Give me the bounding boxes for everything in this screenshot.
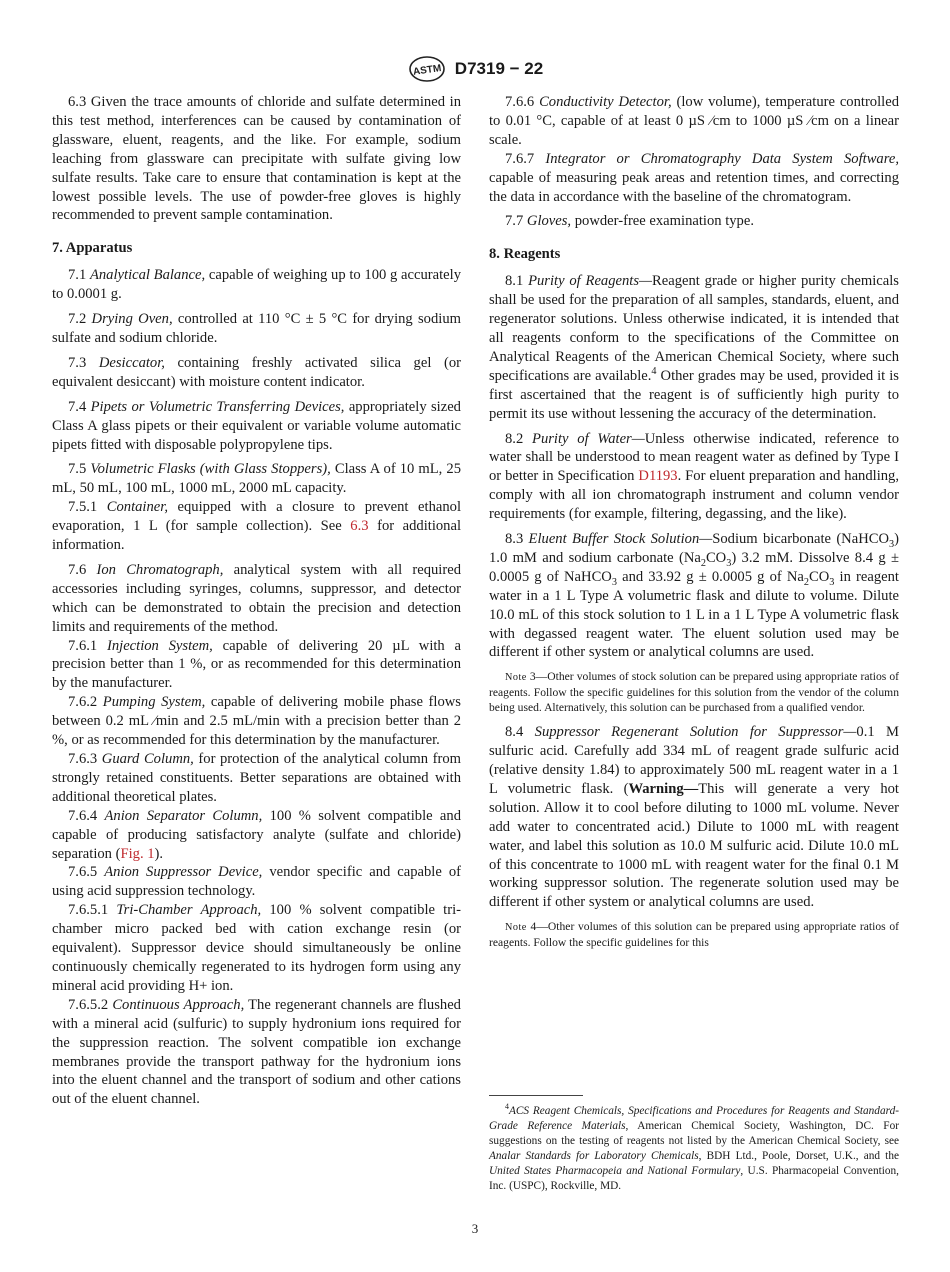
- section-8-3: 8.3 Eluent Buffer Stock Solution—Sodium bicarbonate (NaHCO$_3$) 1.0 mM and sodium carbonate $(Na_2CO_3)$ 3.2 mM. Dissolve 8.4 g ± 0.0005 g of NaHCO$_3$ and 33.92 g ± 0.0005 g of $Na_2CO_3$ in reagent water in a 1 L Type A volumetric flask and dilute to volume. Dilute 10.0 mL of this stock solution to 1 L in a 1 L Type A volumetric flask with degassed reagent water. The eluent solution used may be different if other system or analytical columns are used.: [489, 531, 899, 661]
- section-7-6-6: 7.6.6 Conductivity Detector, (low volume), temperature controlled to 0.01 °C, capable of at least 0 µS ⁄cm to 1000 µS ⁄cm on a linear scale.: [489, 94, 899, 148]
- footnote-divider: [489, 1095, 583, 1096]
- document-id: D7319 − 22: [454, 59, 544, 78]
- page-header: [0, 56, 950, 82]
- footnote-ref-4[interactable]: 4: [651, 365, 657, 377]
- section-7-6-5-2: 7.6.5.2 Continuous Approach, The regenerant channels are flushed with a mineral acid (sulfuric) to supply hydronium ions required for the suppression reaction. The solvent compatible ion exchange membranes provide the transport pathway for the hydronium ions into the eluent channel and the transport of sodium and other cations out of the eluent channel.: [52, 996, 461, 1108]
- footnote-4: $^4$ACS Reagent Chemicals, Specifications and Procedures for Reagents and Standard-Grade Reference Materials, American Chemical Society, Washington, DC. For suggestions on the testing of reagents not listed by the American Chemical Society, see Analar Standards for Laboratory Chemicals, BDH Ltd., Poole, Dorset, U.K., and the United States Pharmacopeia and National Formulary, U.S. Pharmacopeial Convention, Inc. (USPC), Rockville, MD.: [489, 1102, 899, 1193]
- section-6-3: 6.3 Given the trace amounts of chloride and sulfate determined in this test method, interferences can be caused by contamination of glassware, eluent, reagents, and the like. For example, sodium leaching from glassware can precipitate with sulfate giving low sulfate results. Take care to ensure that contamination is kept at the lowest possible levels. The use of powder-free gloves is highly recommended to prevent sample contamination.: [52, 94, 461, 224]
- page-number: 3: [471, 1221, 479, 1236]
- section-7-5: 7.5 Volumetric Flasks (with Glass Stoppers), Class A of 10 mL, 25 mL, 50 mL, 100 mL, 1000 mL, 2000 mL capacity.: [52, 461, 461, 497]
- section-8-4: 8.4 Suppressor Regenerant Solution for Suppressor—0.1 M sulfuric acid. Carefully add 334 mL of reagent grade sulfuric acid (relative density 1.84) to approximately 500 mL reagent water in a 1 L volumetric flask. (Warning—This will generate a very hot solution. Allow it to cool before diluting to 1000 mL volume. Never add water to concentrated acid.) Dilute to 1000 mL with reagent water, and label this solution as 10.0 M sulfuric acid. Dilute 10.0 mL of this concentrate to 1000 mL with reagent water for the final 0.1 M working suppressor solution. The regenerate solution used may be different if other system or analytical columns are used.: [489, 724, 899, 911]
- note-3: Note 3—Other volumes of stock solution can be prepared using appropriate ratios of reagents. Follow the specific guidelines for this solution from the vendor of the column being used. Alternatively, this solution can be purchased from a qualified vendor.: [489, 670, 899, 714]
- svg-text:ASTM: ASTM: [412, 63, 442, 78]
- heading-reagents: 8. Reagents: [489, 246, 561, 263]
- astm-logo-icon: [407, 56, 447, 82]
- right-column: [489, 93, 899, 958]
- section-7-6-3: 7.6.3 Guard Column, for protection of the analytical column from strongly retained constituents. Better separations are obtained with additional theoretical plates.: [52, 751, 461, 805]
- section-7-5-1: 7.5.1 Container, equipped with a closure to prevent ethanol evaporation, 1 L (for sample collection). See 6.3 for additional information.: [52, 499, 462, 554]
- section-7-3: 7.3 Desiccator, containing freshly activated silica gel (or equivalent desiccant) with moisture content indicator.: [52, 354, 461, 390]
- left-column: [52, 93, 461, 1109]
- link-6-3[interactable]: 6.3: [350, 518, 369, 535]
- section-8-1: 8.1 Purity of Reagents—Reagent grade or higher purity chemicals shall be used for the preparation of all samples, standards, eluent, and regenerator solutions. Unless otherwise indicated, it is intended that all reagents conform to the specifications of the Committee on Analytical Reagents of the American Chemical Society, where such specifications are available.$^4$ Other grades may be used, provided it is first ascertained that the reagent is of sufficiently high purity to permit its use without lessening the accuracy of the determination.: [489, 273, 899, 422]
- section-7-7: 7.7 Gloves, powder-free examination type.: [505, 213, 754, 230]
- section-7-1: 7.1 Analytical Balance, capable of weighing up to 100 g accurately to 0.0001 g.: [52, 267, 461, 303]
- section-7-6-1: 7.6.1 Injection System, capable of delivering 20 µL with a precision better than 1 %, or as recommended for this determination by the manufacturer.: [52, 637, 461, 692]
- section-7-6-5: 7.6.5 Anion Suppressor Device, vendor specific and capable of using acid suppression technology.: [52, 864, 461, 900]
- section-8-2: 8.2 Purity of Water—Unless otherwise indicated, reference to water shall be understood to mean reagent water as defined by Type I or better in Specification D1193. For eluent preparation and handling, comply with all ion chromatograph instrument and column vendor requirements (for example, filtering, degassing, and the like).: [489, 430, 899, 523]
- section-7-6-5-1: 7.6.5.1 Tri-Chamber Approach, 100 % solvent compatible tri-chamber micro packed bed with cation exchange resin (or equivalent). Suppressor device should simultaneously be online continuously chemically regenerated to its hydrogen form using any mineral acid providing H+ ion.: [52, 902, 462, 994]
- section-7-2: 7.2 Drying Oven, controlled at 110 °C ± 5 °C for drying sodium sulfate and sodium chloride.: [52, 311, 461, 346]
- note-4: Note 4—Other volumes of this solution can be prepared using appropriate ratios of reagents. Follow the specific guidelines for this: [489, 920, 899, 949]
- section-7-6: 7.6 Ion Chromatograph, analytical system with all required accessories including syringes, columns, suppressor, and detector which can be demonstrated to obtain the precision and detection limits and requirements of the method.: [52, 561, 461, 635]
- section-7-6-7: 7.6.7 Integrator or Chromatography Data System Software, capable of measuring peak areas and retention times, and correcting the data in accordance with the baseline of the chromatogram.: [489, 150, 899, 205]
- link-d1193[interactable]: D1193: [638, 468, 678, 485]
- section-7-6-4: 7.6.4 Anion Separator Column, 100 % solvent compatible and capable of producing satisfactory analyte (sulfate and chloride) separation (Fig. 1).: [52, 807, 461, 862]
- section-7-4: 7.4 Pipets or Volumetric Transferring Devices, appropriately sized Class A glass pipets or their equivalent or variable volume automatic pipets fitted with disposable polypropylene tips.: [52, 398, 461, 453]
- section-7-6-2: 7.6.2 Pumping System, capable of delivering mobile phase flows between 0.2 mL ⁄min and 2.5 mL/min with a precision better than 2 %, or as recommended for this determination by the manufacturer.: [52, 694, 461, 749]
- heading-apparatus: 7. Apparatus: [52, 240, 133, 257]
- link-fig-1[interactable]: Fig. 1: [120, 845, 155, 862]
